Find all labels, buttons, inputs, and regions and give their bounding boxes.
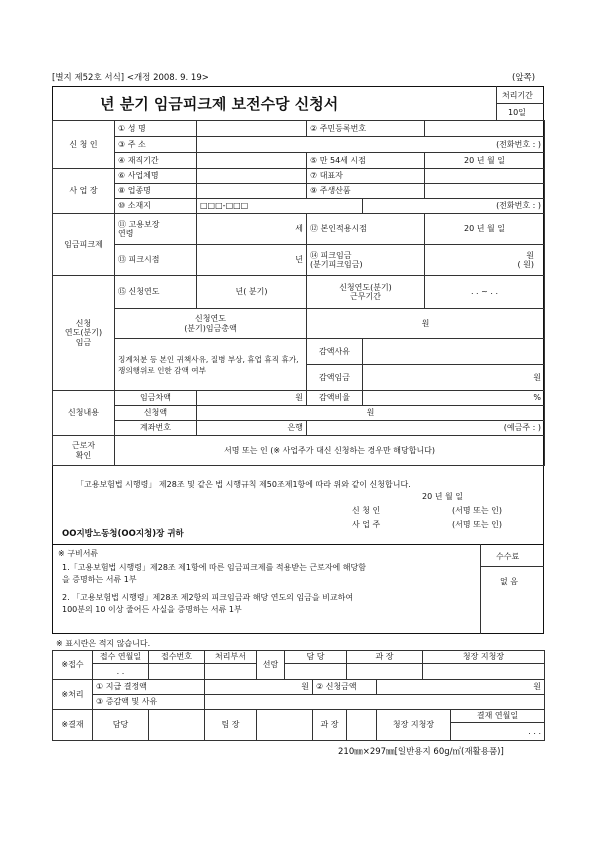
employer-signature[interactable]: (서명 또는 인) xyxy=(452,520,502,529)
approval-section-label: ※결재 xyxy=(53,710,93,741)
address-label: ③ 주 소 xyxy=(115,137,197,153)
approval-chief-label: 과 장 xyxy=(313,710,347,741)
representative-label: ⑦ 대표자 xyxy=(307,169,425,184)
rrn-field[interactable] xyxy=(425,121,545,137)
peak-wage-unit: 원 xyxy=(526,250,534,260)
total-wage-field[interactable]: 원 xyxy=(307,309,545,339)
wage-diff-field[interactable]: 원 xyxy=(197,391,307,406)
office-use-table xyxy=(52,650,545,741)
location-label: ⑩ 소재지 xyxy=(115,199,197,214)
page-side: (앞쪽) xyxy=(512,73,536,83)
industry-label: ⑧ 업종명 xyxy=(115,184,197,199)
reduction-wage-field[interactable]: 원 xyxy=(363,365,545,391)
applicant-section-label: 신 청 인 xyxy=(53,121,115,169)
workplace-section-label: 사 업 장 xyxy=(53,169,115,214)
applicant-table xyxy=(52,120,545,466)
work-period-label: 신청연도(분기) 근무기간 xyxy=(307,276,425,309)
approval-date-label: 결재 연월일 xyxy=(451,710,545,723)
applicant-phone-field[interactable]: (전화번호 : ) xyxy=(197,137,545,153)
account-label: 계좌번호 xyxy=(115,421,197,436)
reduction-reason-label: 감액사유 xyxy=(307,339,363,365)
wage-diff-label: 임금차액 xyxy=(115,391,197,406)
guaranteed-age-field[interactable]: 세 xyxy=(197,214,307,245)
office-note: ※ 표시란은 적지 않습니다. xyxy=(56,639,151,648)
representative-field[interactable] xyxy=(425,169,545,184)
approval-date-field[interactable]: . . . xyxy=(451,723,545,741)
charge-field[interactable] xyxy=(285,664,347,680)
change-reason-field[interactable] xyxy=(205,695,545,710)
tenure-field[interactable] xyxy=(197,153,307,169)
form-title: 년 분기 임금피크제 보전수당 신청서 xyxy=(100,95,339,113)
requested-amount-field[interactable]: 원 xyxy=(377,680,545,695)
wage-peak-section-label: 임금피크제 xyxy=(53,214,115,276)
decided-amount-field[interactable]: 원 xyxy=(205,680,313,695)
required-document-2: 2. 「고용보험법 시행령」제28조 제2항의 피크임금과 해당 연도의 임금을 비교하여 100분의 10 이상 줄어든 사실을 증명하는 서류 1부 xyxy=(62,593,354,614)
process-section-label: ※처리 xyxy=(53,680,93,710)
applicant-signature[interactable]: (서명 또는 인) xyxy=(452,506,502,515)
apply-date-field[interactable]: 20 년 월 일 xyxy=(425,214,545,245)
required-document-1: 1.「고용보험법 시행령」제28조 제1항에 따른 임금피크제를 적용받는 근로자에 해당함 을 증명하는 서류 1부 xyxy=(62,563,366,584)
company-name-field[interactable] xyxy=(197,169,307,184)
declaration-text: 「고용보험법 시행령」 제28조 및 같은 법 시행규칙 제50조제1항에 따라 위와 같이 신청합니다. xyxy=(76,480,411,489)
rrn-label: ② 주민등록번호 xyxy=(307,121,425,137)
fee-label: 수수료 xyxy=(496,552,520,561)
change-reason-label: ③ 증감액 및 사유 xyxy=(93,695,205,710)
worker-confirm-label: 근로자 확인 xyxy=(53,436,115,466)
apply-year-label: ⑮ 신청연도 xyxy=(115,276,197,309)
chief-field[interactable] xyxy=(347,664,423,680)
director-label: 청장 지청장 xyxy=(423,651,545,664)
work-period-field[interactable]: . . ~ . . xyxy=(425,276,545,309)
approval-chief-field[interactable] xyxy=(347,710,377,741)
peak-wage-label: ⑭ 피크임금 (분기피크임금) xyxy=(307,245,425,276)
charge-label: 담 당 xyxy=(285,651,347,664)
name-field[interactable] xyxy=(197,121,307,137)
quarter-peak-wage-unit: ( 원) xyxy=(517,260,534,269)
tenure-label: ④ 재직기간 xyxy=(115,153,197,169)
reduction-description: 징계처분 등 본인 귀책사유, 질병 부상, 휴업 휴직 휴가, 쟁의행위로 인한 감액 여부 xyxy=(115,339,307,391)
receipt-date-label: 접수 연월일 xyxy=(93,651,149,664)
peak-wage-field[interactable] xyxy=(425,245,545,276)
declaration-employer-label: 사 업 주 xyxy=(352,520,381,529)
worker-signature-field[interactable]: 서명 또는 인 (※ 사업주가 대신 신청하는 경우만 해당합니다) xyxy=(115,436,545,466)
director-field[interactable] xyxy=(423,664,545,680)
declaration-date: 20 년 월 일 xyxy=(422,492,463,501)
industry-field[interactable] xyxy=(197,184,307,199)
processing-period-value: 10일 xyxy=(508,108,526,117)
requested-amount-label: ② 신청금액 xyxy=(313,680,377,695)
guaranteed-age-label: ⑪ 고용보장 연령 xyxy=(115,214,197,245)
form-number: [별지 제52호 서식] <개정 2008. 9. 19> xyxy=(52,73,209,83)
age54-label: ⑤ 만 54세 시점 xyxy=(307,153,425,169)
peak-point-label: ⑬ 피크시점 xyxy=(115,245,197,276)
receipt-number-field[interactable] xyxy=(149,664,205,680)
reduction-reason-field[interactable] xyxy=(363,339,545,365)
approval-team-label: 팀 장 xyxy=(205,710,257,741)
fee-value: 없 음 xyxy=(500,577,518,586)
claim-amount-field[interactable]: 원 xyxy=(197,406,545,421)
receipt-section-label: ※접수 xyxy=(53,651,93,680)
addressee: OO지방노동청(OO지청)장 귀하 xyxy=(62,529,184,539)
product-label: ⑨ 주생산품 xyxy=(307,184,425,199)
paper-spec: 210㎜×297㎜[일반용지 60g/㎡(재활용품)] xyxy=(338,747,504,757)
workplace-phone-field[interactable]: (전화번호 : ) xyxy=(363,199,545,214)
bank-field[interactable]: 은행 xyxy=(197,421,307,436)
approval-director-label: 청장 지청장 xyxy=(377,710,451,741)
reduction-rate-field[interactable]: % xyxy=(363,391,545,406)
approval-charge-label: 담당 xyxy=(93,710,149,741)
apply-year-field[interactable]: 년( 분기) xyxy=(197,276,307,309)
apply-date-label: ⑫ 본인적용시점 xyxy=(307,214,425,245)
postal-code-field[interactable]: □□□-□□□ xyxy=(197,199,363,214)
required-documents-title: ※ 구비서류 xyxy=(58,549,99,558)
chief-label: 과 장 xyxy=(347,651,423,664)
receipt-number-label: 접수번호 xyxy=(149,651,205,664)
reduction-wage-label: 감액임금 xyxy=(307,365,363,391)
approval-charge-field[interactable] xyxy=(149,710,205,741)
processing-period-label: 처리기간 xyxy=(502,91,533,100)
claim-section-label: 신청내용 xyxy=(53,391,115,436)
receipt-date-field[interactable]: . . xyxy=(93,664,149,680)
product-field[interactable] xyxy=(425,184,545,199)
claim-amount-label: 신청액 xyxy=(115,406,197,421)
reduction-rate-label: 감액비율 xyxy=(307,391,363,406)
name-label: ① 성 명 xyxy=(115,121,197,137)
period-wage-section-label: 신청 연도(분기) 임금 xyxy=(53,276,115,391)
peak-point-field[interactable]: 년 xyxy=(197,245,307,276)
decided-amount-label: ① 지급 결정액 xyxy=(93,680,205,695)
age54-field[interactable]: 20 년 월 일 xyxy=(425,153,545,169)
review-label: 선람 xyxy=(257,651,285,680)
account-holder-field[interactable]: (예금주 : ) xyxy=(307,421,545,436)
processing-dept-label: 처리부서 xyxy=(205,651,257,664)
processing-dept-field[interactable] xyxy=(205,664,257,680)
total-wage-label: 신청연도 (분기)임금총액 xyxy=(115,309,307,339)
company-name-label: ⑥ 사업체명 xyxy=(115,169,197,184)
approval-team-field[interactable] xyxy=(257,710,313,741)
declaration-applicant-label: 신 청 인 xyxy=(352,506,381,515)
